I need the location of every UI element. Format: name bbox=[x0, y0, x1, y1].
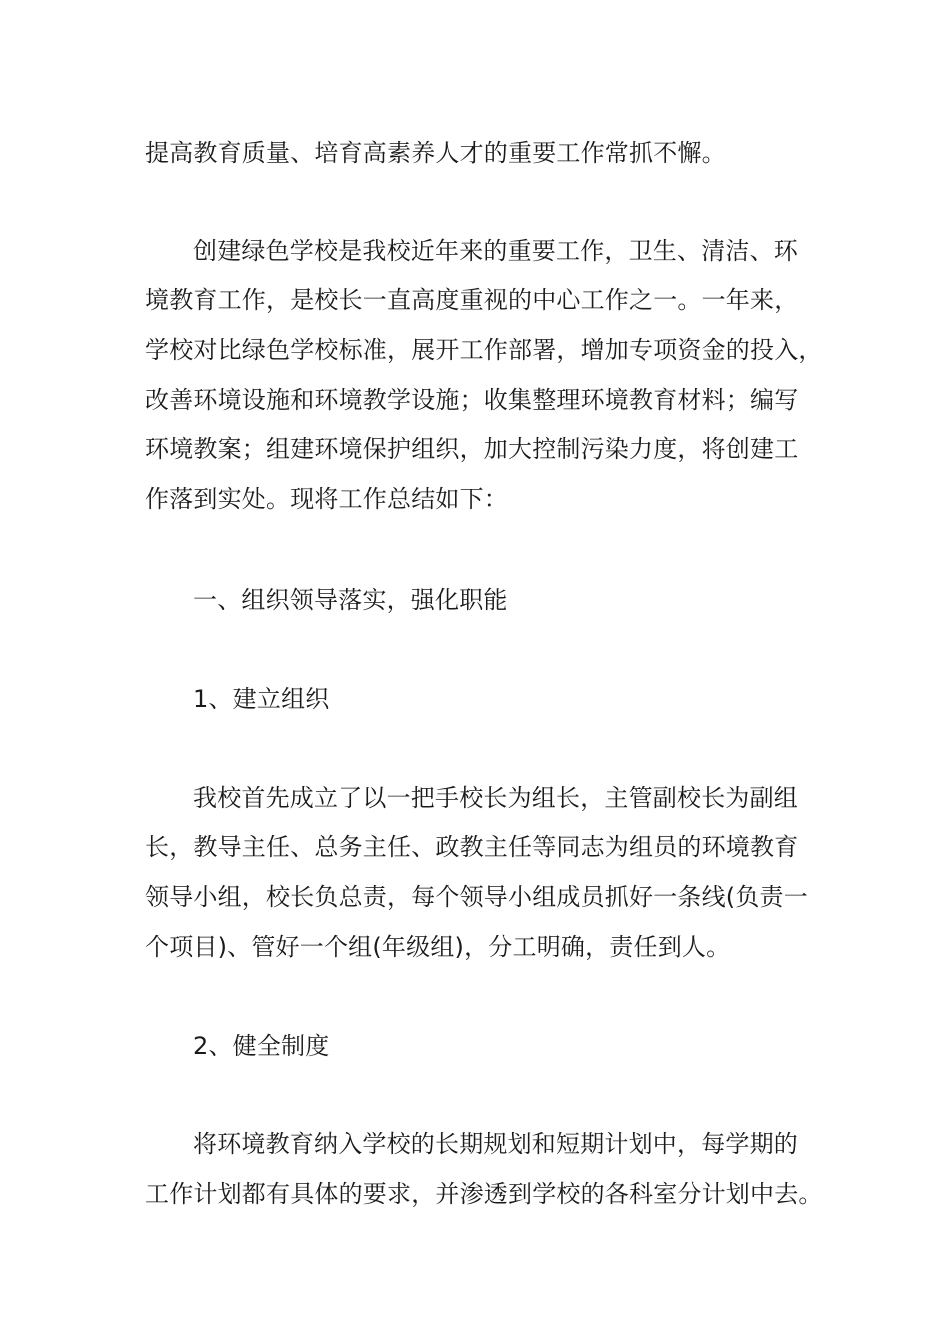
paragraph-line: 环境教案；组建环境保护组织，加大控制污染力度，将创建工 bbox=[145, 435, 799, 463]
paragraph-line: 工作计划都有具体的要求，并渗透到学校的各科室分计划中去。 bbox=[145, 1180, 823, 1208]
subsection-heading: 1、建立组织 bbox=[193, 685, 330, 713]
paragraph-line: 作落到实处。现将工作总结如下： bbox=[145, 485, 508, 513]
paragraph-line: 改善环境设施和环境教学设施；收集整理环境教育材料；编写 bbox=[145, 386, 799, 414]
paragraph-line: 创建绿色学校是我校近年来的重要工作，卫生、清洁、环 bbox=[193, 237, 798, 265]
section-heading: 一、组织领导落实，强化职能 bbox=[193, 586, 508, 614]
paragraph-line: 长，教导主任、总务主任、政教主任等同志为组员的环境教育 bbox=[145, 833, 799, 861]
paragraph-line: 学校对比绿色学校标准，展开工作部署，增加专项资金的投入， bbox=[145, 336, 823, 364]
paragraph-line: 将环境教育纳入学校的长期规划和短期计划中，每学期的 bbox=[193, 1130, 798, 1158]
subsection-heading: 2、健全制度 bbox=[193, 1032, 330, 1060]
paragraph-line: 提高教育质量、培育高素养人才的重要工作常抓不懈。 bbox=[145, 139, 726, 167]
paragraph-line: 个项目)、管好一个组(年级组)，分工明确，责任到人。 bbox=[145, 933, 731, 961]
paragraph-line: 我校首先成立了以一把手校长为组长，主管副校长为副组 bbox=[193, 784, 798, 812]
paragraph-line: 领导小组，校长负总责，每个领导小组成员抓好一条线(负责一 bbox=[145, 883, 808, 911]
paragraph-line: 境教育工作，是校长一直高度重视的中心工作之一。一年来， bbox=[145, 286, 799, 314]
